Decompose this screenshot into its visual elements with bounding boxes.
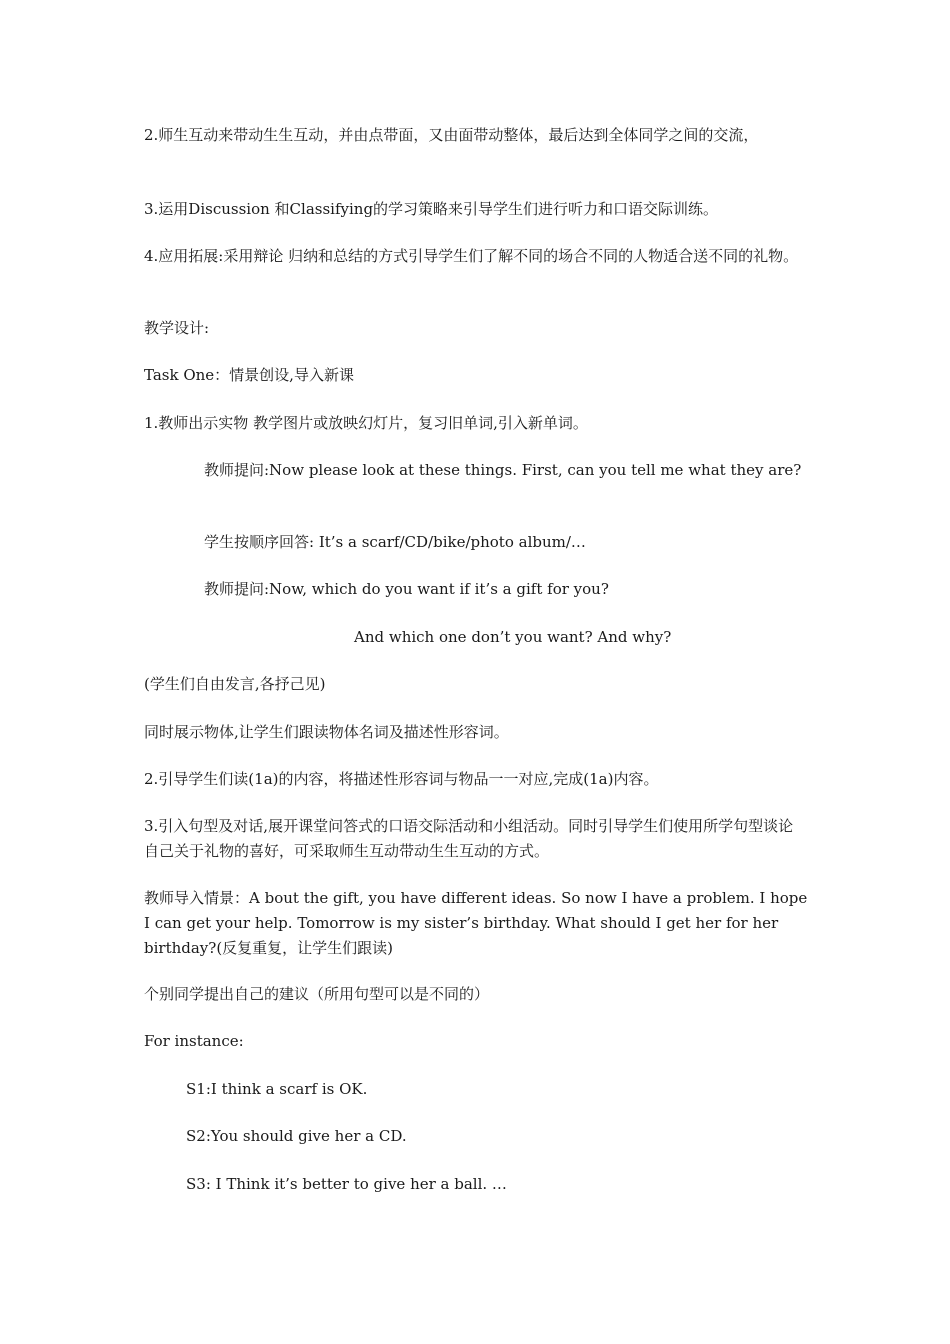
step-2: 2.引导学生们读(1a)的内容，将描述性形容词与物品一一对应,完成(1a)内容。 bbox=[144, 770, 659, 788]
step-3: 3.引入句型及对话,展开课堂问答式的口语交际活动和小组活动。同时引导学生们使用所学句型谈论自己关于礼物的喜好，可采取师生互动带动生生互动的方式。 bbox=[144, 817, 794, 860]
students-free-talk-note: (学生们自由发言,各抒己见) bbox=[144, 675, 326, 693]
teacher-question-2-cont: And which one don’t you want? And why? bbox=[354, 628, 672, 646]
paragraph-strategy-4: 4.应用拓展:采用辩论 归纳和总结的方式引导学生们了解不同的场合不同的人物适合送不同的礼物。 bbox=[144, 247, 799, 265]
paragraph-strategy-2: 2.师生互动来带动生生互动，并由点带面，又由面带动整体，最后达到全体同学之间的交流， bbox=[144, 126, 759, 144]
student-answer: 学生按顺序回答: It’s a scarf/CD/bike/photo album/… bbox=[204, 533, 586, 551]
step-1: 1.教师出示实物 教学图片或放映幻灯片，复习旧单词,引入新单词。 bbox=[144, 414, 588, 432]
task-one-heading: Task One：情景创设,导入新课 bbox=[144, 366, 354, 384]
teacher-question-1: 教师提问:Now please look at these things. First, can you tell me what they are? bbox=[204, 461, 802, 479]
example-s1: S1:I think a scarf is OK. bbox=[186, 1080, 368, 1098]
section-heading-teaching-design: 教学设计: bbox=[144, 319, 210, 337]
students-suggestions-note: 个别同学提出自己的建议（所用句型可以是不同的） bbox=[144, 985, 490, 1003]
example-s2: S2:You should give her a CD. bbox=[186, 1127, 407, 1145]
teacher-scenario: 教师导入情景：A bout the gift, you have different ideas. So now I have a problem. I hope I can get your help. Tomorrow is my sister’s birthday. What should I get her for her birthday?(反复重复，让学生们跟读) bbox=[144, 889, 808, 957]
show-objects-note: 同时展示物体,让学生们跟读物体名词及描述性形容词。 bbox=[144, 723, 509, 741]
paragraph-strategy-3: 3.运用Discussion 和Classifying的学习策略来引导学生们进行听力和口语交际训练。 bbox=[144, 200, 719, 218]
teacher-question-2: 教师提问:Now, which do you want if it’s a gift for you? bbox=[204, 580, 609, 598]
example-s3: S3: I Think it’s better to give her a ball. … bbox=[186, 1175, 507, 1193]
for-instance-label: For instance: bbox=[144, 1032, 244, 1050]
